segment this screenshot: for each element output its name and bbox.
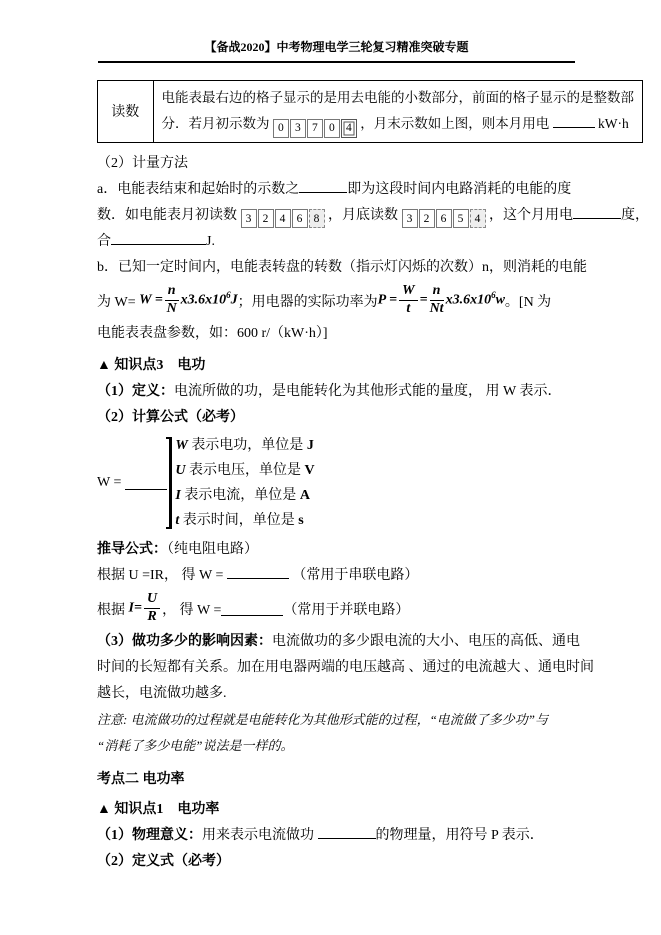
- formula-exponent: 6: [226, 290, 231, 301]
- para-a-line1-pre: a．电能表结束和起始时的示数之: [97, 181, 300, 197]
- derive1-post: （常用于串联电路）: [292, 567, 419, 583]
- formula-lhs: W: [139, 292, 152, 308]
- fraction-n-over-N: $\frac{n}{N}$: [166, 283, 177, 316]
- factors-line3: 越长，电流做功越多.: [97, 685, 227, 701]
- blank-underline: [573, 205, 621, 219]
- w-equals-label: W =: [97, 474, 122, 490]
- meter-digit: 3: [290, 119, 306, 138]
- equals-sign: =: [154, 292, 163, 308]
- formula-factor: x3.6x10: [180, 292, 227, 308]
- definition-line: [97, 379, 642, 405]
- note-line1: 注意: 电流做功的过程就是电能转化为其他形式能的过程，“电流做了多少功”与: [97, 711, 549, 727]
- physical-meaning-label: （1）物理意义：: [97, 827, 202, 843]
- brace-bar: [169, 437, 172, 529]
- end-digit: 3: [402, 209, 418, 228]
- meter-digit: 7: [307, 119, 323, 138]
- start-digit-decimal: 8: [309, 209, 325, 228]
- power-formula: [378, 284, 505, 316]
- factors-line1: （3）做功多少的影响因素：电流做功的多少跟电流的大小、电压的高低、通电: [97, 633, 580, 649]
- blank-underline: [553, 114, 595, 128]
- derive2-mid: ， 得 W =: [162, 602, 222, 618]
- derive-series-line: [97, 563, 642, 589]
- derive-note: （纯电阻电路）: [167, 541, 258, 557]
- table-text-line1: 电能表最右边的格子显示的是用去电能的小数部分，前面的格子显示的是整数部: [161, 90, 634, 105]
- start-digit: 2: [258, 209, 274, 228]
- para-a-line2-pre: 数．如电能表月初读数: [97, 207, 237, 223]
- para-b-line1: b．已知一定时间内，电能表转盘的转数（指示灯闪烁的次数）n，则消耗的电能: [97, 259, 587, 275]
- month-end-digit-boxes: [402, 209, 486, 228]
- para-a-line3-pre: 合: [97, 233, 111, 249]
- formula-exponent: 6: [491, 290, 496, 301]
- formula-factor: x3.6x10: [445, 292, 492, 308]
- meter-digit: 0: [273, 119, 289, 138]
- legend-line-U: U 表示电压，单位是 V: [175, 462, 315, 478]
- para-b-line2-pre: 为 W=: [97, 294, 136, 310]
- para-b-line2-mid: ；用电器的实际功率为: [237, 294, 378, 310]
- formula-unit: J: [230, 292, 238, 308]
- month-start-digit-boxes: [241, 209, 325, 228]
- derive2-pre: 根据: [97, 602, 125, 618]
- legend-line-W: W 表示电功，单位是 J: [175, 437, 314, 453]
- end-digit: 5: [453, 209, 469, 228]
- blank-underline: [221, 602, 283, 616]
- equals-sign: =: [389, 292, 398, 308]
- energy-formula: [139, 284, 237, 316]
- end-digit-decimal: 4: [470, 209, 486, 228]
- table-row: [98, 81, 643, 143]
- legend-line-I: I 表示电流，单位是 A: [175, 487, 310, 503]
- symbol-legend: [175, 433, 314, 533]
- table-row-label: 读数: [98, 81, 154, 143]
- blank-underline: [299, 179, 347, 193]
- start-digit: 3: [241, 209, 257, 228]
- para-a-line1-post: 即为这段时间内电路消耗的电能的度: [347, 181, 572, 197]
- table-line2-mid: ，月末示数如上图，则本月用电: [360, 116, 550, 131]
- derive-parallel-line: [97, 589, 642, 629]
- fraction-U-over-R: $\frac{U}{R}$: [144, 592, 160, 624]
- note-line2: “消耗了多少电能”说法是一样的。: [97, 737, 294, 753]
- w-equals-legend-block: [97, 433, 642, 533]
- document-content: [97, 80, 649, 875]
- meter-digit-decimal: 4: [341, 119, 357, 138]
- calc-formula-heading: （2）计算公式（必考）: [97, 409, 244, 425]
- start-digit: 6: [292, 209, 308, 228]
- blank-underline: [111, 231, 206, 245]
- para-b-formula-line: [97, 281, 642, 321]
- equals-sign: =: [419, 292, 428, 308]
- derive2-post: （常用于并联电路）: [283, 602, 410, 618]
- derive-heading: [97, 537, 642, 563]
- table-line2-unit: kW·h: [598, 116, 629, 131]
- para-a-line3-tail: J.: [206, 233, 215, 249]
- blank-underline: [125, 476, 167, 490]
- knowledge-point-1-heading: ▲ 知识点1 电功率: [97, 801, 220, 817]
- formula-unit: w: [495, 292, 505, 308]
- blank-underline: [318, 825, 376, 839]
- end-digit: 6: [436, 209, 452, 228]
- para-a-line2-mid: ，月底读数: [328, 207, 398, 223]
- formula-lhs: P: [377, 292, 386, 308]
- factors-line2: 时间的长短都有关系。加在用电器两端的电压越高 、通过的电流越大 、通电时间: [97, 659, 594, 675]
- fraction-W-over-t: $\frac{W}{t}$: [399, 284, 417, 316]
- meter-digit: 0: [324, 119, 340, 138]
- legend-line-t: t 表示时间，单位是 s: [175, 512, 304, 528]
- para-b-line2-post: 。[N 为: [504, 294, 552, 310]
- factors-label: （3）做功多少的影响因素：: [97, 633, 272, 649]
- para-b-line3: 电能表表盘参数，如：600 r/（kW·h）]: [97, 325, 328, 341]
- table-row-content: [153, 81, 643, 143]
- para-a-line3: [97, 229, 642, 255]
- reading-table: [97, 80, 643, 143]
- para-a-line2-post: ，这个月用电: [489, 207, 573, 223]
- para-a-line2: [97, 203, 649, 229]
- start-digit: 4: [275, 209, 291, 228]
- definition-label: （1）定义：: [97, 383, 174, 399]
- knowledge-point-3-heading: ▲ 知识点3 电功: [97, 357, 206, 373]
- ohms-law-fraction: I= $\frac{U}{R}$: [129, 592, 163, 624]
- section-measure-heading: （2）计量方法: [97, 155, 188, 171]
- definition-text: 电流所做的功，是电能转化为其他形式能的量度， 用 W 表示．: [174, 383, 562, 399]
- fraction-n-over-Nt: $\frac{n}{Nt}$: [429, 283, 444, 316]
- definition-formula-heading: （2）定义式（必考）: [97, 853, 230, 869]
- meter-digit-boxes: [273, 119, 357, 138]
- exam-point-2-heading: 考点二 电功率: [97, 771, 185, 787]
- table-text-line2: [162, 111, 635, 138]
- derive-label: 推导公式：: [97, 541, 167, 557]
- physical-meaning-line: （1）物理意义：用来表示电流做功 的物理量，用符号 P 表示．: [97, 823, 642, 849]
- end-digit: 2: [419, 209, 435, 228]
- table-line2-pre: 分．若月初示数为: [161, 116, 270, 131]
- blank-underline: [227, 565, 289, 579]
- para-a-line2-tail: 度，: [621, 207, 649, 223]
- para-a-line1: [97, 177, 642, 203]
- derive1-pre: 根据 U =IR， 得 W =: [97, 567, 224, 583]
- page-header: 【备战2020】中考物理电学三轮复习精准突破专题: [98, 38, 575, 63]
